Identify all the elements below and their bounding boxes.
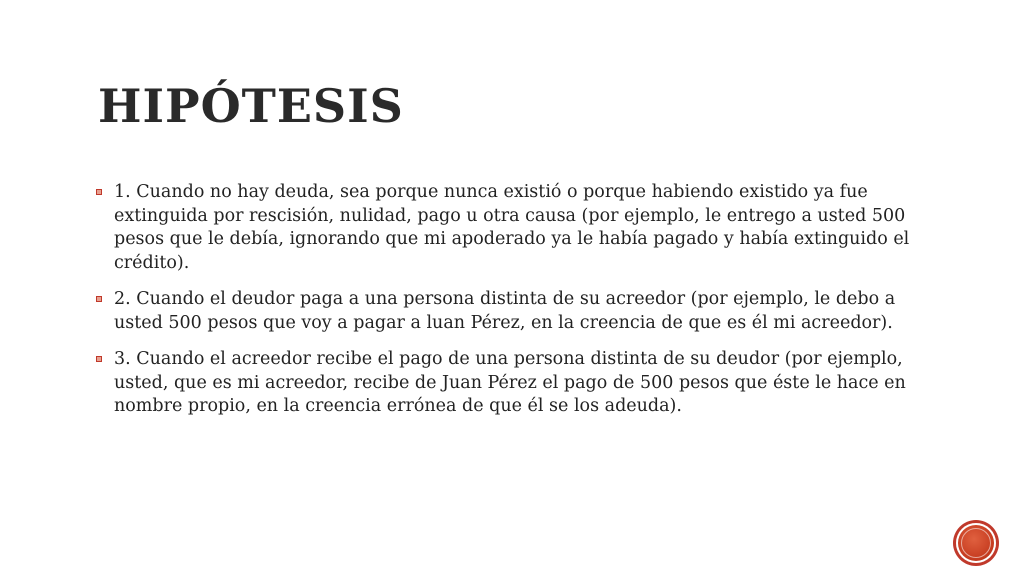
bullet-item-3 bbox=[96, 348, 936, 419]
slide-content bbox=[96, 181, 936, 432]
bullet-text: 3. Cuando el acreedor recibe el pago de una persona distinta de su deudor (por ejemplo, usted, que es mi acreedor, recibe de Juan Pérez el pago de 500 pesos que éste le hace en nombre propio, en la creencia errónea de que él se los adeuda). bbox=[114, 349, 906, 416]
bullet-text: 2. Cuando el deudor paga a una persona distinta de su acreedor (por ejemplo, le debo a usted 500 pesos que voy a pagar a luan Pérez, en la creencia de que es él mi acreedor). bbox=[114, 289, 896, 333]
square-bullet-icon bbox=[96, 356, 102, 362]
bullet-item-2 bbox=[96, 288, 936, 335]
bullet-text: 1. Cuando no hay deuda, sea porque nunca existió o porque habiendo existido ya fue extinguida por rescisión, nulidad, pago u otra causa (por ejemplo, le entrego a usted 500 pesos que le debía, ignorando que mi apoderado ya le había pagado y había extinguido el crédito). bbox=[114, 182, 910, 273]
badge-ring bbox=[961, 528, 991, 558]
bullet-item-1 bbox=[96, 181, 936, 275]
bullet-list bbox=[96, 181, 936, 419]
square-bullet-icon bbox=[96, 189, 102, 195]
slide-title: HIPÓTESIS bbox=[98, 79, 404, 133]
square-bullet-icon bbox=[96, 296, 102, 302]
slide-number-badge-icon bbox=[956, 523, 996, 563]
